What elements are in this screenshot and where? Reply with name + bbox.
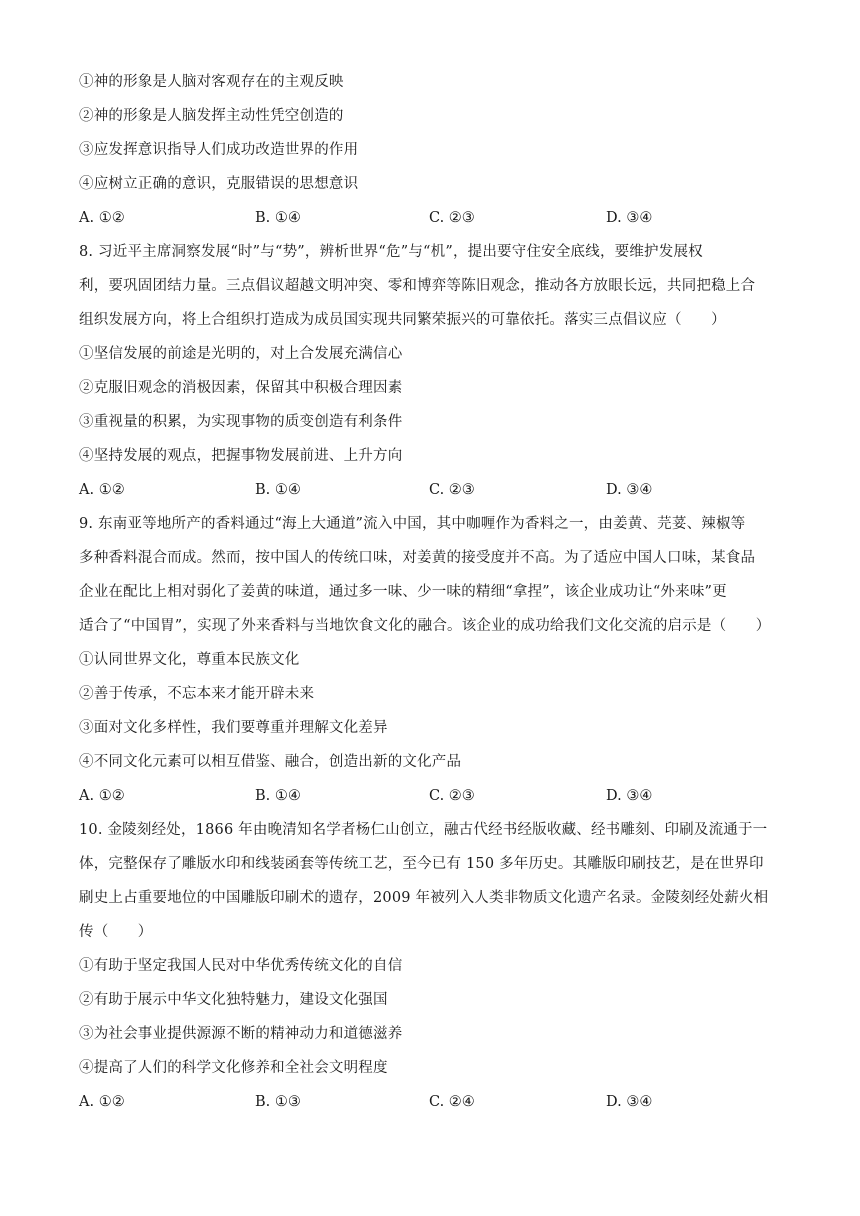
q7-option-d: D. ③④ (606, 210, 653, 226)
q9-statement-1: ①认同世界文化，尊重本民族文化 (79, 652, 300, 668)
q10-option-d: D. ③④ (606, 1094, 653, 1110)
q10-statement-4: ④提高了人们的科学文化修养和全社会文明程度 (79, 1060, 388, 1076)
q9-stem-line-1: 9. 东南亚等地所产的香料通过“海上大通道”流入中国，其中咖喱作为香料之一，由姜黄、芫荽、辣椒等 (79, 516, 746, 532)
q7-option-c: C. ②③ (429, 210, 475, 226)
q10-stem-line-1: 10. 金陵刻经处，1866 年由晚清知名学者杨仁山创立，融古代经书经版收藏、经书雕刻、印刷及流通于一 (79, 822, 768, 838)
q10-statement-2: ②有助于展示中华文化独特魅力，建设文化强国 (79, 992, 388, 1008)
q9-option-b: B. ①④ (255, 788, 301, 804)
q10-statement-3: ③为社会事业提供源源不断的精神动力和道德滋养 (79, 1026, 403, 1042)
q8-option-d: D. ③④ (606, 482, 653, 498)
q8-option-b: B. ①④ (255, 482, 301, 498)
q10-stem-line-2: 体，完整保存了雕版水印和线装函套等传统工艺，至今已有 150 多年历史。其雕版印刷技艺，是在世界印 (79, 856, 764, 872)
q8-statement-4: ④坚持发展的观点，把握事物发展前进、上升方向 (79, 448, 403, 464)
q9-option-c: C. ②③ (429, 788, 475, 804)
q10-option-c: C. ②④ (429, 1094, 475, 1110)
q9-stem-line-4: 适合了“中国胃”，实现了外来香料与当地饮食文化的融合。该企业的成功给我们文化交流的启示是（ ） (79, 618, 771, 634)
q9-stem-line-2: 多种香料混合而成。然而，按中国人的传统口味，对姜黄的接受度并不高。为了适应中国人口味，某食品 (79, 550, 756, 566)
q8-option-a: A. ①② (79, 482, 125, 498)
q8-stem-line-3: 组织发展方向，将上合组织打造成为成员国实现共同繁荣振兴的可靠依托。落实三点倡议应（ ） (79, 312, 726, 328)
q7-option-b: B. ①④ (255, 210, 301, 226)
q8-stem-line-2: 利，要巩固团结力量。三点倡议超越文明冲突、零和博弈等陈旧观念，推动各方放眼长远，共同把稳上合 (79, 278, 756, 294)
q7-statement-2: ②神的形象是人脑发挥主动性凭空创造的 (79, 108, 344, 124)
q8-option-c: C. ②③ (429, 482, 475, 498)
q9-statement-3: ③面对文化多样性，我们要尊重并理解文化差异 (79, 720, 388, 736)
q8-stem-line-1: 8. 习近平主席洞察发展“时”与“势”，辨析世界“危”与“机”，提出要守住安全底线，要维护发展权 (79, 244, 703, 260)
q7-statement-4: ④应树立正确的意识，克服错误的思想意识 (79, 176, 359, 192)
q8-options (79, 480, 779, 500)
q10-statement-1: ①有助于坚定我国人民对中华优秀传统文化的自信 (79, 958, 403, 974)
q8-statement-1: ①坚信发展的前途是光明的，对上合发展充满信心 (79, 346, 403, 362)
q9-statement-2: ②善于传承，不忘本来才能开辟未来 (79, 686, 315, 702)
q7-statement-3: ③应发挥意识指导人们成功改造世界的作用 (79, 142, 359, 158)
q10-option-b: B. ①③ (255, 1094, 301, 1110)
q8-statement-2: ②克服旧观念的消极因素，保留其中积极合理因素 (79, 380, 403, 396)
q7-options (79, 208, 779, 228)
q10-stem-line-3: 刷史上占重要地位的中国雕版印刷术的遗存，2009 年被列入人类非物质文化遗产名录。金陵刻经处薪火相 (79, 890, 769, 906)
q9-stem-line-3: 企业在配比上相对弱化了姜黄的味道，通过多一味、少一味的精细“拿捏”，该企业成功让“外来味”更 (79, 584, 727, 600)
q8-statement-3: ③重视量的积累，为实现事物的质变创造有利条件 (79, 414, 403, 430)
q10-options (79, 1092, 779, 1112)
q9-options (79, 786, 779, 806)
q9-option-a: A. ①② (79, 788, 125, 804)
q7-statement-1: ①神的形象是人脑对客观存在的主观反映 (79, 74, 344, 90)
q9-statement-4: ④不同文化元素可以相互借鉴、融合，创造出新的文化产品 (79, 754, 462, 770)
q7-option-a: A. ①② (79, 210, 125, 226)
q10-stem-line-4: 传（ ） (79, 924, 153, 940)
q9-option-d: D. ③④ (606, 788, 653, 804)
q10-option-a: A. ①② (79, 1094, 125, 1110)
